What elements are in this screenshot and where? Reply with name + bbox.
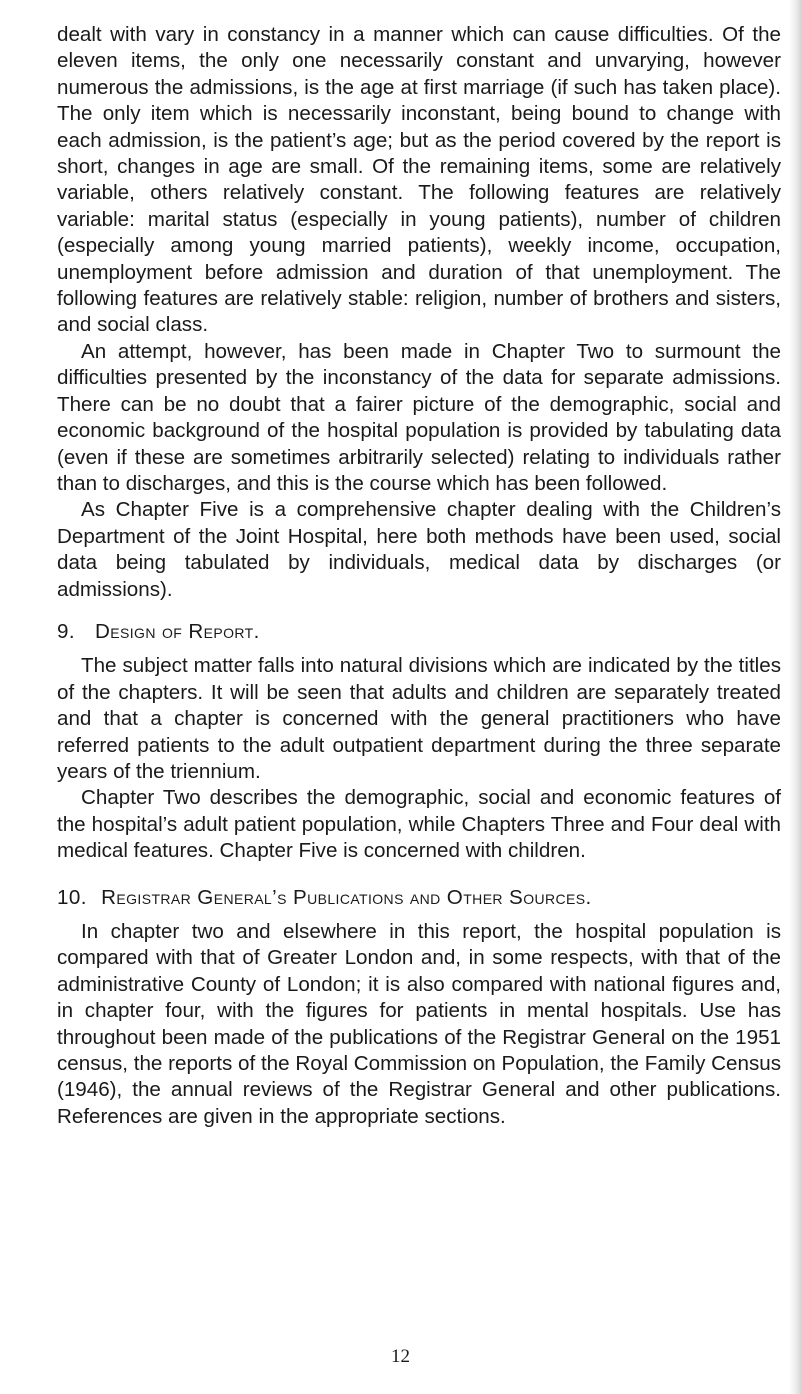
- section-heading-design: [57, 619, 781, 645]
- section-number: 9.: [57, 619, 75, 643]
- paragraph-constancy: dealt with vary in constancy in a manner which can cause difficulties. Of the eleven items, the only one necessarily constant and unvarying, however numerous the admissions, is the age at first marriage (if such has taken place). The only item which is necessarily inconstant, being bound to change with each admission, is the patient’s age; but as the period covered by the report is short, changes in age are small. Of the remaining items, some are relatively variable, others relatively constant. The following features are relatively variable: marital status (especially in young patients), number of children (especially among young married patients), weekly income, occupation, unemployment before admission and duration of that unemployment. The following features are relatively stable: religion, number of brothers and sisters, and social class.: [57, 23, 781, 337]
- paragraph-attempt: An attempt, however, has been made in Chapter Two to surmount the difficulties presented by the inconstancy of the data for separate admissions. There can be no doubt that a fairer picture of the demographic, social and economic background of the hospital population is provided by tabulating data (even if these are sometimes arbitrarily selected) relating to individuals rather than to discharges, and this is the course which has been followed.: [57, 339, 781, 495]
- page-number: 12: [391, 1346, 410, 1367]
- section-number: 10.: [57, 885, 87, 909]
- section-title: Design of Report.: [95, 619, 260, 643]
- paragraph-chapter-two: Chapter Two describes the demographic, social and economic features of the hospital’s adult patient population, while Chapters Three and Four deal with medical features. Chapter Five is concerned with children.: [57, 786, 781, 863]
- paragraph-chapter-five: As Chapter Five is a comprehensive chapter dealing with the Children’s Department of the Joint Hospital, here both methods have been used, social data being tabulated by individuals, medical data by discharges (or admissions).: [57, 498, 781, 601]
- section-heading-sources: [57, 885, 781, 911]
- section-title: Registrar General’s Publications and Other Sources.: [101, 885, 592, 909]
- paragraph-subject-matter: The subject matter falls into natural divisions which are indicated by the titles of the chapters. It will be seen that adults and children are separately treated and that a chapter is concerned with the general practitioners who have referred patients to the adult outpatient department during the three separate years of the triennium.: [57, 654, 781, 783]
- document-page: [57, 22, 781, 1130]
- paragraph-comparison: In chapter two and elsewhere in this report, the hospital population is compared with that of Greater London and, in some respects, with that of the administrative County of London; it is also compared with national figures and, in chapter four, with the figures for patients in mental hospitals. Use has throughout been made of the publications of the Registrar General on the 1951 census, the reports of the Royal Commission on Population, the Family Census (1946), the annual reviews of the Registrar General and other publications. References are given in the appropriate sections.: [57, 920, 781, 1128]
- page-edge-shadow: [789, 0, 801, 1394]
